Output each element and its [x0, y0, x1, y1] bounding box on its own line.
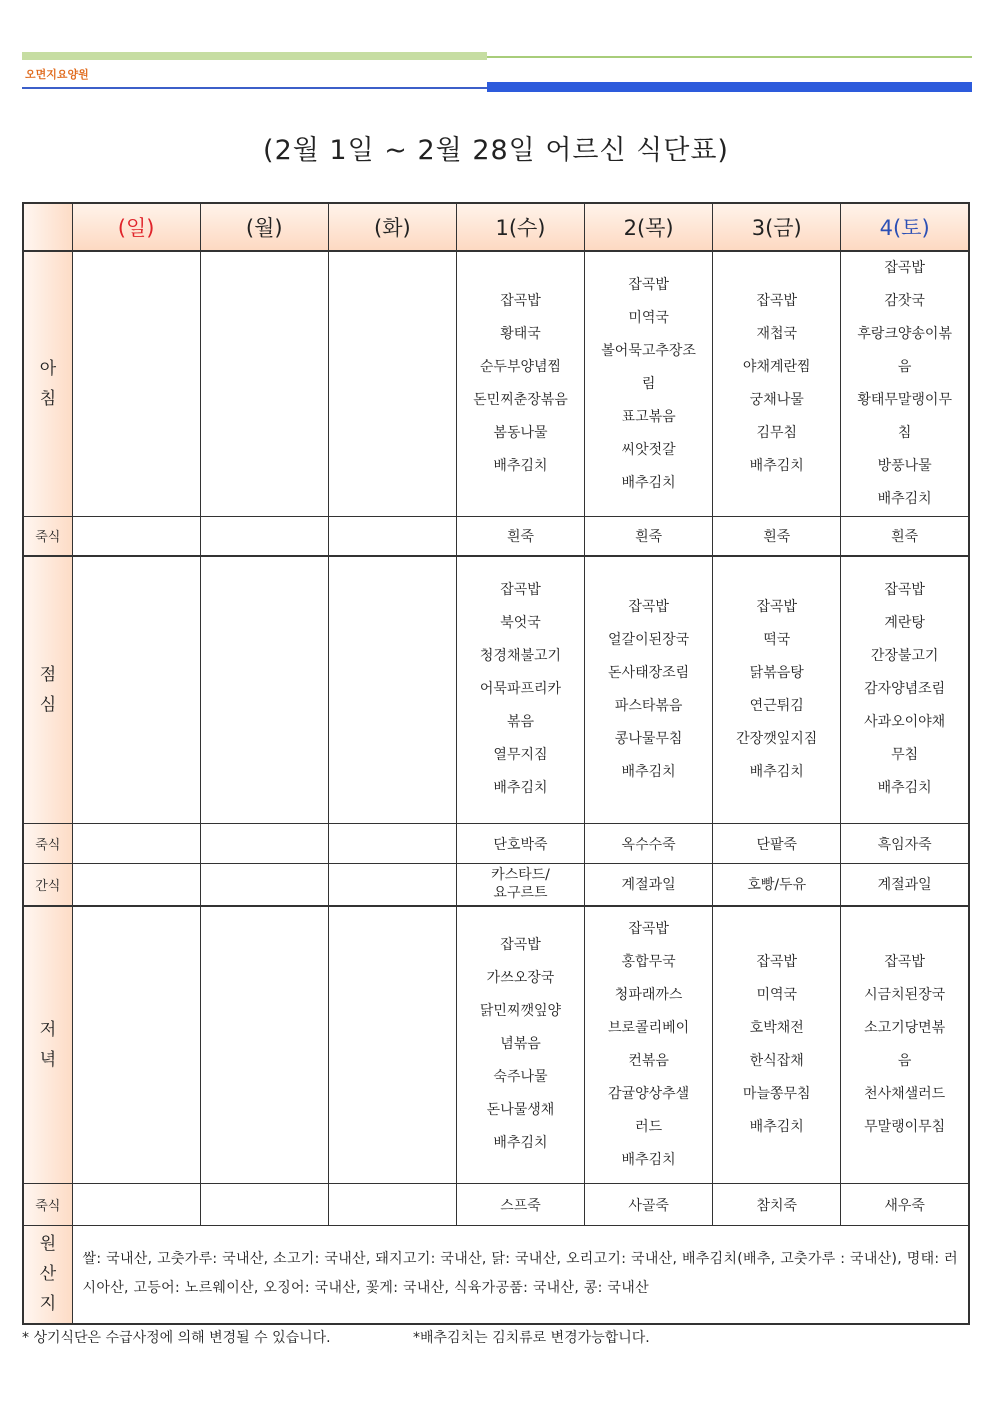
- header-green-line: [487, 56, 972, 58]
- menu-item: 천사채샐러드: [864, 1085, 946, 1102]
- porridge-cell: 단호박죽: [456, 824, 584, 864]
- lunch-row: [23, 556, 969, 824]
- menu-item: 침: [897, 425, 912, 441]
- menu-item: 순두부양념찜: [479, 359, 562, 375]
- snack-cell: 호빵/두유: [713, 864, 841, 906]
- menu-cell: [200, 556, 328, 824]
- menu-item: 미역국: [628, 309, 669, 326]
- menu-item: 음: [897, 359, 912, 375]
- menu-cell: [456, 906, 584, 1184]
- menu-item: 배추김치: [621, 1151, 676, 1168]
- menu-item: 잡곡밥: [500, 293, 541, 309]
- menu-item: 잡곡밥: [884, 953, 925, 970]
- dinner-label: 저녁: [23, 906, 72, 1184]
- menu-item: 잡곡밥: [628, 276, 669, 293]
- porridge-cell: [72, 1184, 200, 1226]
- menu-item: 배추김치: [493, 458, 548, 474]
- porridge-cell: [328, 824, 456, 864]
- porridge-cell: 흰죽: [841, 517, 969, 556]
- menu-item: 배추김치: [493, 780, 548, 797]
- menu-item: 볶음: [506, 714, 535, 731]
- menu-item: 돈사태장조림: [608, 664, 690, 681]
- day-header: (화): [328, 203, 456, 251]
- menu-item: 무침: [891, 747, 919, 764]
- menu-item: 한식잡채: [749, 1052, 804, 1069]
- menu-item: 미역국: [756, 986, 798, 1003]
- menu-item: 배추김치: [749, 763, 804, 780]
- menu-item: 잡곡밥: [884, 260, 925, 276]
- menu-cell: [72, 251, 200, 517]
- menu-item: 씨앗젓갈: [621, 441, 676, 458]
- snack-cell: [72, 864, 200, 906]
- menu-item: 소고기당면볶: [864, 1019, 946, 1036]
- menu-item: 시금치된장국: [864, 986, 946, 1003]
- menu-item: 사과오이야채: [864, 714, 946, 731]
- menu-cell: [328, 556, 456, 824]
- menu-item: 홍합무국: [621, 953, 676, 970]
- menu-item: 브로콜리베이: [608, 1019, 690, 1036]
- porridge-cell: [328, 517, 456, 556]
- note-kimchi: *배추김치는 김치류로 변경가능합니다.: [413, 1330, 650, 1346]
- menu-item: 림: [641, 375, 656, 392]
- lunch-porridge-row: [23, 824, 969, 864]
- menu-item: 잡곡밥: [756, 953, 798, 970]
- origin-row: [23, 1226, 969, 1324]
- menu-item: 간장깻잎지짐: [736, 730, 818, 747]
- menu-item: 얼갈이된장국: [608, 631, 690, 648]
- menu-cell: [585, 906, 713, 1184]
- breakfast-porridge-row: [23, 517, 969, 556]
- menu-item: 가쓰오장국: [486, 970, 555, 987]
- menu-item: 김무침: [756, 425, 798, 441]
- menu-item: 배추김치: [877, 491, 932, 507]
- breakfast-label: 아침: [23, 251, 72, 517]
- dinner-row: [23, 906, 969, 1184]
- menu-item: 배추김치: [877, 780, 932, 797]
- menu-cell: [200, 251, 328, 517]
- menu-item: 감자양념조림: [864, 681, 946, 698]
- corner-cell: [23, 203, 72, 251]
- menu-item: 감귤양상추샐: [608, 1085, 690, 1102]
- meal-table: [22, 202, 970, 1325]
- menu-item: 궁채나물: [749, 392, 804, 408]
- menu-cell: [713, 906, 841, 1184]
- menu-item: 파스타볶음: [614, 697, 683, 714]
- note-supply: * 상기식단은 수급사정에 의해 변경될 수 있습니다.: [22, 1330, 331, 1346]
- menu-item: 잡곡밥: [756, 598, 798, 615]
- menu-cell: [72, 906, 200, 1184]
- porridge-cell: 흰죽: [456, 517, 584, 556]
- menu-item: 배추김치: [749, 458, 804, 474]
- porridge-cell: [200, 517, 328, 556]
- snack-cell: [200, 864, 328, 906]
- menu-item: 잡곡밥: [628, 920, 669, 937]
- snack-cell: [328, 864, 456, 906]
- menu-item: 콩나물무침: [614, 730, 683, 747]
- menu-cell: [585, 251, 713, 517]
- menu-item: 러드: [635, 1118, 663, 1135]
- menu-item: 잡곡밥: [628, 598, 669, 615]
- day-header: (일): [72, 203, 200, 251]
- menu-item: 잡곡밥: [500, 582, 541, 599]
- porridge-cell: [200, 824, 328, 864]
- menu-cell: [585, 556, 713, 824]
- header-green-bar: [22, 52, 487, 60]
- snack-label: 간식: [23, 864, 72, 906]
- snack-cell: 카스타드/ 요구르트: [456, 864, 584, 906]
- menu-item: 열무지짐: [493, 747, 548, 764]
- menu-item: 념볶음: [500, 1036, 541, 1053]
- snack-cell: 계절과일: [841, 864, 969, 906]
- porridge-cell: 흰죽: [713, 517, 841, 556]
- menu-item: 계란탕: [884, 615, 925, 632]
- menu-cell: [72, 556, 200, 824]
- menu-cell: [841, 556, 969, 824]
- snack-row: [23, 864, 969, 906]
- porridge-label: 죽식: [23, 1184, 72, 1226]
- porridge-cell: 스프죽: [456, 1184, 584, 1226]
- menu-item: 표고볶음: [621, 408, 676, 425]
- menu-item: 잡곡밥: [884, 582, 925, 599]
- menu-item: 간장불고기: [870, 648, 939, 665]
- porridge-label: 죽식: [23, 517, 72, 556]
- origin-text: 쌀: 국내산, 고춧가루: 국내산, 소고기: 국내산, 돼지고기: 국내산, 닭: 국내산, 오리고기: 국내산, 배추김치(배추, 고춧가루 : 국내산), 명태: 러시아산, 고등어: 노르웨이산, 오징어: 국내산, 꽃게: 국내산, 식육가공품: 국내산, 콩: 국내산: [72, 1226, 969, 1324]
- menu-item: 무말랭이무침: [864, 1118, 946, 1135]
- porridge-cell: 새우죽: [841, 1184, 969, 1226]
- header-blue-line: [22, 87, 487, 89]
- menu-item: 청파래까스: [614, 986, 683, 1003]
- menu-item: 배추김치: [621, 763, 676, 780]
- porridge-cell: [72, 517, 200, 556]
- porridge-cell: 흰죽: [585, 517, 713, 556]
- day-header: 4(토): [841, 203, 969, 251]
- day-header: (월): [200, 203, 328, 251]
- day-header-row: [23, 203, 969, 251]
- header-blue-bar: [487, 82, 972, 92]
- page-title: (2월 1일 ~ 2월 28일 어르신 식단표): [263, 135, 729, 166]
- porridge-cell: 흑임자죽: [841, 824, 969, 864]
- menu-item: 배추김치: [621, 474, 676, 491]
- porridge-label: 죽식: [23, 824, 72, 864]
- porridge-cell: 참치죽: [713, 1184, 841, 1226]
- menu-cell: [200, 906, 328, 1184]
- menu-item: 봄동나물: [493, 425, 548, 441]
- porridge-cell: 옥수수죽: [585, 824, 713, 864]
- porridge-cell: [200, 1184, 328, 1226]
- menu-item: 배추김치: [493, 1135, 548, 1152]
- menu-item: 연근튀김: [749, 697, 804, 714]
- menu-item: 마늘쫑무침: [742, 1085, 811, 1102]
- menu-item: 컨볶음: [628, 1052, 669, 1069]
- menu-item: 닭볶음탕: [749, 664, 804, 681]
- menu-cell: [841, 906, 969, 1184]
- menu-item: 감잣국: [884, 293, 925, 309]
- menu-item: 잡곡밥: [500, 937, 541, 954]
- dinner-porridge-row: [23, 1184, 969, 1226]
- menu-item: 후랑크양송이볶: [857, 326, 952, 342]
- menu-cell: [713, 251, 841, 517]
- menu-item: 볼어묵고추장조: [601, 342, 696, 359]
- menu-cell: [328, 906, 456, 1184]
- menu-item: 배추김치: [749, 1118, 804, 1135]
- porridge-cell: [72, 824, 200, 864]
- menu-item: 청경채불고기: [479, 648, 562, 665]
- menu-item: 떡국: [763, 631, 791, 648]
- menu-item: 호박채전: [749, 1019, 804, 1036]
- menu-item: 돈나물생채: [486, 1102, 555, 1119]
- day-header: 2(목): [585, 203, 713, 251]
- menu-cell: [328, 251, 456, 517]
- day-header: 3(금): [713, 203, 841, 251]
- menu-item: 방풍나물: [877, 458, 932, 474]
- origin-label: 원산지: [23, 1226, 72, 1324]
- menu-cell: [713, 556, 841, 824]
- porridge-cell: [328, 1184, 456, 1226]
- breakfast-row: [23, 251, 969, 517]
- menu-item: 돈민찌춘장볶음: [473, 392, 568, 408]
- menu-item: 음: [897, 1052, 912, 1069]
- menu-item: 황태국: [500, 326, 541, 342]
- day-header: 1(수): [456, 203, 584, 251]
- menu-item: 닭민찌깻잎양: [479, 1003, 562, 1020]
- menu-cell: [456, 556, 584, 824]
- menu-item: 잡곡밥: [756, 293, 798, 309]
- menu-item: 숙주나물: [493, 1069, 548, 1086]
- menu-cell: [456, 251, 584, 517]
- menu-cell: [841, 251, 969, 517]
- porridge-cell: 사골죽: [585, 1184, 713, 1226]
- porridge-cell: 단팥죽: [713, 824, 841, 864]
- org-name: 오면지요양원: [25, 68, 89, 81]
- lunch-label: 점심: [23, 556, 72, 824]
- menu-item: 어묵파프리카: [479, 681, 562, 698]
- menu-item: 황태무말랭이무: [857, 392, 952, 408]
- snack-cell: 계절과일: [585, 864, 713, 906]
- menu-item: 야채계란찜: [742, 359, 811, 375]
- menu-item: 재첩국: [756, 326, 798, 342]
- menu-item: 북엇국: [500, 615, 541, 632]
